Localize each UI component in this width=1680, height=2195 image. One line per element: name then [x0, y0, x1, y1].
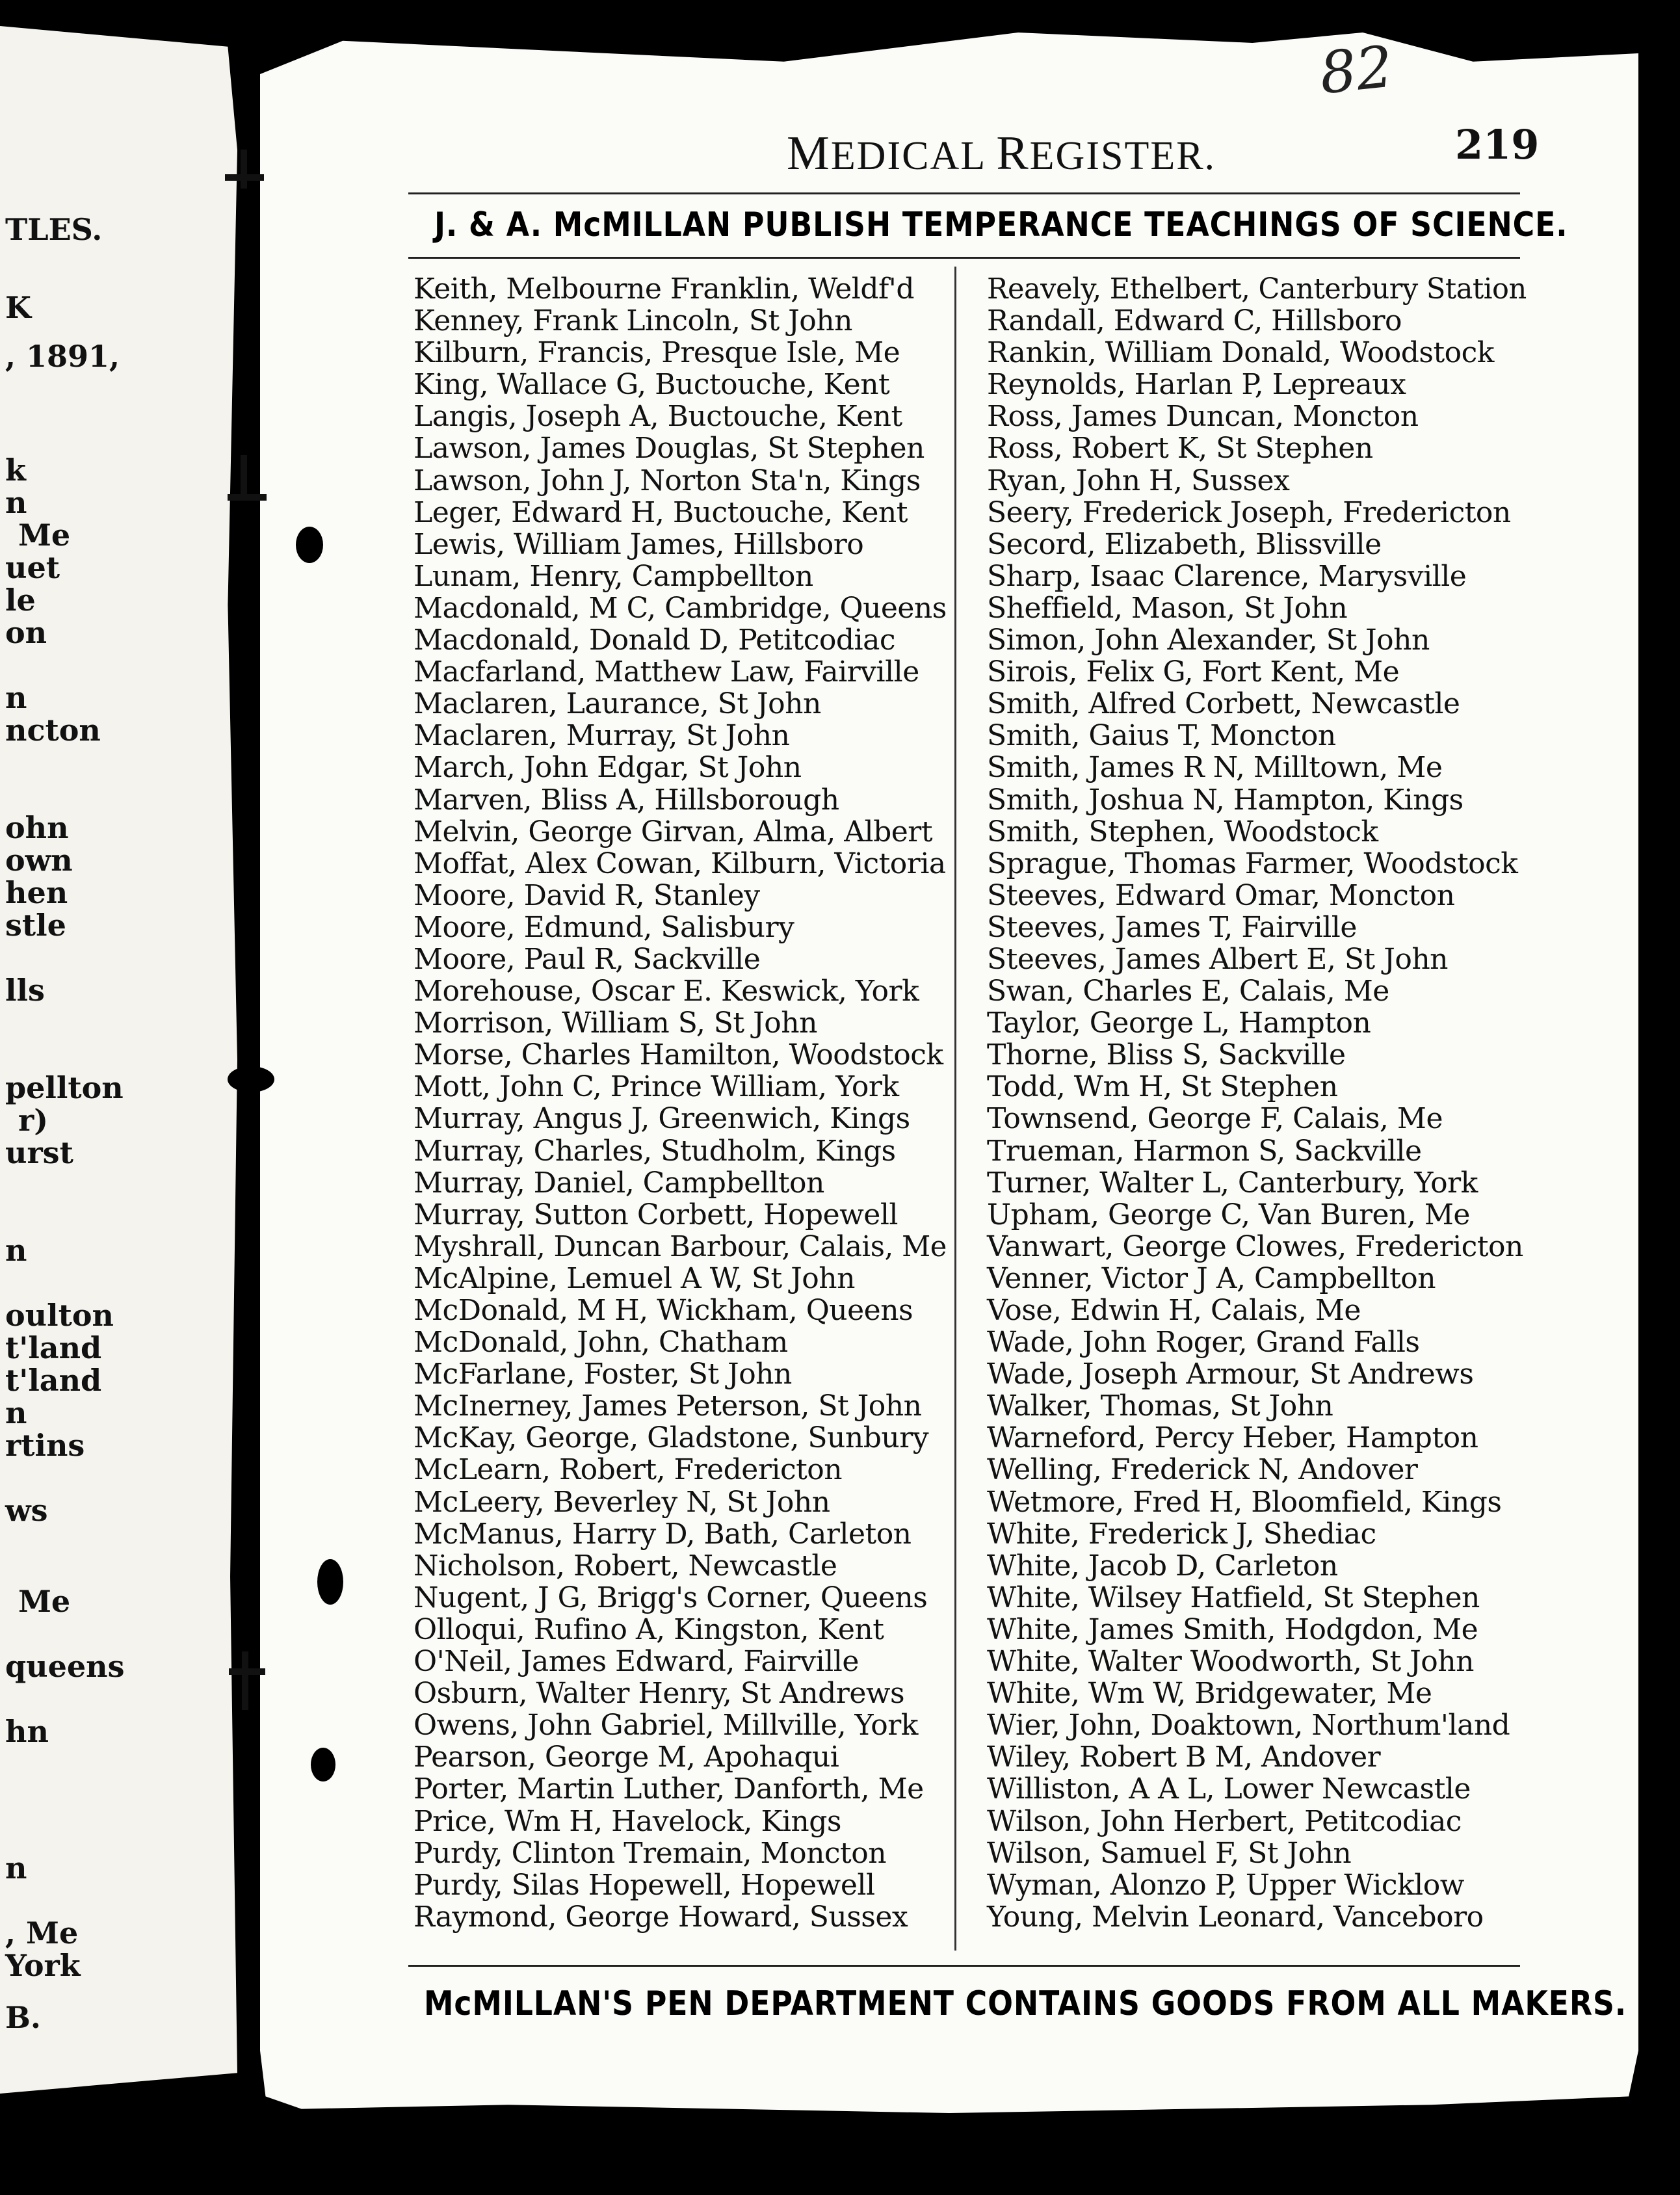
adjacent-page-fragment: t'land	[5, 1363, 102, 1398]
register-entry: Secord, Elizabeth, Blissville	[987, 527, 1382, 561]
register-entry: Nugent, J G, Brigg's Corner, Queens	[413, 1581, 928, 1614]
register-entry: Pearson, George M, Apohaqui	[413, 1741, 839, 1774]
register-entry: Macfarland, Matthew Law, Fairville	[413, 655, 919, 689]
register-entry: Wier, John, Doaktown, Northum'land	[987, 1709, 1510, 1742]
adjacent-page-fragment: le	[5, 583, 36, 618]
adjacent-page-fragment: n	[5, 1850, 27, 1886]
register-entry: White, Jacob D, Carleton	[987, 1549, 1338, 1583]
register-entry: Morse, Charles Hamilton, Woodstock	[413, 1038, 943, 1072]
register-entry: Macdonald, Donald D, Petitcodiac	[413, 624, 895, 657]
adjacent-page-fragment: own	[5, 843, 73, 878]
ink-blot	[296, 527, 323, 563]
register-entry: Macdonald, M C, Cambridge, Queens	[413, 591, 947, 625]
register-entry: Smith, James R N, Milltown, Me	[987, 751, 1443, 785]
register-entry: Townsend, George F, Calais, Me	[987, 1102, 1443, 1136]
register-entry: Seery, Frederick Joseph, Fredericton	[987, 495, 1511, 529]
register-entry: Taylor, George L, Hampton	[987, 1006, 1371, 1040]
adjacent-page-fragment: uet	[5, 550, 60, 585]
adjacent-page-fragment: ws	[5, 1493, 48, 1528]
register-entry: White, Wilsey Hatfield, St Stephen	[987, 1581, 1480, 1614]
adjacent-page-fragment: stle	[5, 908, 66, 943]
adjacent-page-fragment: Me	[18, 1584, 71, 1619]
register-entry: Smith, Joshua N, Hampton, Kings	[987, 783, 1463, 817]
register-entry: Sheffield, Mason, St John	[987, 591, 1348, 625]
register-entry: Reavely, Ethelbert, Canterbury Station	[987, 272, 1527, 306]
register-entry: McDonald, John, Chatham	[413, 1326, 788, 1360]
adjacent-page-fragment: B.	[5, 2000, 41, 2035]
register-entry: Kilburn, Francis, Presque Isle, Me	[413, 336, 900, 370]
register-entry: Leger, Edward H, Buctouche, Kent	[413, 495, 908, 529]
binding-clip	[242, 1651, 248, 1710]
register-entry: Upham, George C, Van Buren, Me	[987, 1198, 1470, 1231]
adjacent-page-fragment: n	[5, 1395, 27, 1430]
register-entry: Morehouse, Oscar E. Keswick, York	[413, 975, 919, 1008]
adjacent-page-fragment: hen	[5, 875, 68, 910]
binding-clip	[225, 174, 264, 181]
register-entry: Lunam, Henry, Campbellton	[413, 559, 813, 593]
register-entry: Vanwart, George Clowes, Fredericton	[987, 1229, 1523, 1263]
register-entry: McLearn, Robert, Fredericton	[413, 1453, 843, 1487]
register-entry: Smith, Alfred Corbett, Newcastle	[987, 687, 1460, 721]
adjacent-page-fragment: queens	[5, 1649, 125, 1684]
register-entry: Moore, Edmund, Salisbury	[413, 910, 794, 944]
corner-annotation: 82	[1316, 33, 1397, 107]
register-entry: Kenney, Frank Lincoln, St John	[413, 304, 852, 338]
register-entry: Wyman, Alonzo P, Upper Wicklow	[987, 1868, 1464, 1902]
register-entry: Maclaren, Murray, St John	[413, 719, 790, 753]
adjacent-page-fragment: ncton	[5, 713, 101, 748]
bottom-advert-banner: McMILLAN'S PEN DEPARTMENT CONTAINS GOODS FROM ALL MAKERS.	[424, 1984, 1627, 2023]
register-entry: March, John Edgar, St John	[413, 751, 802, 785]
adjacent-page-fragment: n	[5, 1233, 27, 1268]
register-entry: Ross, Robert K, St Stephen	[987, 432, 1373, 466]
register-entry: Raymond, George Howard, Sussex	[413, 1900, 908, 1934]
register-entry: Sprague, Thomas Farmer, Woodstock	[987, 847, 1518, 880]
register-entry: Steeves, James T, Fairville	[987, 910, 1357, 944]
register-entry: Smith, Gaius T, Moncton	[987, 719, 1336, 753]
register-entry: McFarlane, Foster, St John	[413, 1358, 792, 1391]
register-entry: Thorne, Bliss S, Sackville	[987, 1038, 1346, 1072]
adjacent-page-fragment: , Me	[5, 1915, 79, 1951]
register-entry: Langis, Joseph A, Buctouche, Kent	[413, 400, 902, 434]
adjacent-page-fragment: n	[5, 485, 27, 520]
register-entry: McKay, George, Gladstone, Sunbury	[413, 1421, 929, 1455]
adjacent-page-fragment: pellton	[5, 1070, 124, 1105]
binding-clip	[241, 150, 247, 189]
register-column-right	[987, 273, 1538, 1933]
register-entry: White, Frederick J, Shediac	[987, 1517, 1376, 1551]
adjacent-page-fragment: t'land	[5, 1330, 102, 1365]
page-number: 219	[1455, 121, 1540, 168]
register-entry: Young, Melvin Leonard, Vanceboro	[987, 1900, 1484, 1934]
register-entry: McDonald, M H, Wickham, Queens	[413, 1294, 913, 1327]
ink-blot	[317, 1559, 343, 1605]
top-advert-banner: J. & A. McMILLAN PUBLISH TEMPERANCE TEACHINGS OF SCIENCE.	[434, 205, 1568, 244]
adjacent-page-fragment: oulton	[5, 1298, 114, 1333]
adjacent-page-fragment: ohn	[5, 810, 69, 845]
register-entry: McLeery, Beverley N, St John	[413, 1485, 830, 1519]
register-entry: Osburn, Walter Henry, St Andrews	[413, 1677, 905, 1711]
register-entry: Purdy, Clinton Tremain, Moncton	[413, 1836, 887, 1870]
adjacent-page-fragment: K	[5, 290, 31, 325]
register-entry: Olloqui, Rufino A, Kingston, Kent	[413, 1612, 884, 1646]
register-entry: Williston, A A L, Lower Newcastle	[987, 1772, 1471, 1806]
register-entry: Trueman, Harmon S, Sackville	[987, 1134, 1422, 1168]
register-entry: Lawson, John J, Norton Sta'n, Kings	[413, 464, 921, 497]
register-entry: Melvin, George Girvan, Alma, Albert	[413, 815, 933, 848]
register-entry: Reynolds, Harlan P, Lepreaux	[987, 368, 1406, 402]
register-entry: Randall, Edward C, Hillsboro	[987, 304, 1402, 338]
register-entry: Rankin, William Donald, Woodstock	[987, 336, 1494, 370]
register-entry: Sharp, Isaac Clarence, Marysville	[987, 559, 1467, 593]
register-entry: Welling, Frederick N, Andover	[987, 1453, 1418, 1487]
register-entry: Wetmore, Fred H, Bloomfield, Kings	[987, 1485, 1502, 1519]
register-entry: Porter, Martin Luther, Danforth, Me	[413, 1772, 924, 1806]
register-entry: Moore, David R, Stanley	[413, 878, 760, 912]
register-entry: Warneford, Percy Heber, Hampton	[987, 1421, 1478, 1455]
register-entry: Moore, Paul R, Sackville	[413, 942, 761, 976]
register-entry: McInerney, James Peterson, St John	[413, 1389, 922, 1423]
binding-clip	[229, 1668, 265, 1675]
adjacent-page-fragment: k	[5, 453, 26, 488]
register-entry: Owens, John Gabriel, Millville, York	[413, 1709, 918, 1742]
register-entry: White, Walter Woodworth, St John	[987, 1645, 1474, 1679]
adjacent-page-fragment: r)	[18, 1103, 48, 1138]
register-entry: Ryan, John H, Sussex	[987, 464, 1290, 497]
register-entry: Wade, John Roger, Grand Falls	[987, 1326, 1420, 1360]
register-entry: King, Wallace G, Buctouche, Kent	[413, 368, 890, 402]
register-entry: Simon, John Alexander, St John	[987, 624, 1430, 657]
register-entry: Moffat, Alex Cowan, Kilburn, Victoria	[413, 847, 946, 880]
adjacent-page-fragment: , 1891,	[5, 339, 120, 374]
adjacent-page-fragment: n	[5, 680, 27, 715]
adjacent-page-fragment: Me	[18, 518, 71, 553]
adjacent-page-fragment: rtins	[5, 1428, 85, 1463]
register-entry: Steeves, Edward Omar, Moncton	[987, 878, 1455, 912]
register-entry: White, James Smith, Hodgdon, Me	[987, 1612, 1478, 1646]
register-entry: Myshrall, Duncan Barbour, Calais, Me	[413, 1229, 947, 1263]
banner-rule-top	[408, 257, 1520, 259]
footer-rule	[408, 1965, 1520, 1967]
adjacent-page-fragment: on	[5, 615, 47, 650]
register-entry: Todd, Wm H, St Stephen	[987, 1070, 1338, 1104]
register-entry: Ross, James Duncan, Moncton	[987, 400, 1419, 434]
register-entry: Turner, Walter L, Canterbury, York	[987, 1166, 1478, 1200]
register-entry: Wilson, John Herbert, Petitcodiac	[987, 1804, 1462, 1838]
register-column-left	[413, 273, 956, 1933]
register-entry: Smith, Stephen, Woodstock	[987, 815, 1378, 848]
register-entry: Marven, Bliss A, Hillsborough	[413, 783, 839, 817]
header-rule	[408, 192, 1520, 194]
adjacent-page-fragment: TLES.	[5, 212, 103, 247]
register-entry: Murray, Sutton Corbett, Hopewell	[413, 1198, 898, 1231]
register-entry: Nicholson, Robert, Newcastle	[413, 1549, 837, 1583]
register-entry: Swan, Charles E, Calais, Me	[987, 975, 1389, 1008]
register-entry: McAlpine, Lemuel A W, St John	[413, 1261, 855, 1295]
register-entry: Maclaren, Laurance, St John	[413, 687, 821, 721]
register-entry: Murray, Charles, Studholm, Kings	[413, 1134, 896, 1168]
register-entry: Murray, Daniel, Campbellton	[413, 1166, 824, 1200]
ink-blot	[228, 1066, 274, 1092]
register-entry: Wiley, Robert B M, Andover	[987, 1741, 1381, 1774]
register-entry: Lewis, William James, Hillsboro	[413, 527, 864, 561]
register-entry: Vose, Edwin H, Calais, Me	[987, 1294, 1361, 1327]
register-entry: Sirois, Felix G, Fort Kent, Me	[987, 655, 1400, 689]
register-entry: Purdy, Silas Hopewell, Hopewell	[413, 1868, 875, 1902]
register-entry: Keith, Melbourne Franklin, Weldf'd	[413, 272, 915, 306]
register-entry: Morrison, William S, St John	[413, 1006, 817, 1040]
register-entry: Walker, Thomas, St John	[987, 1389, 1333, 1423]
adjacent-page-fragment: York	[5, 1948, 81, 1983]
binding-clip	[228, 494, 267, 501]
adjacent-page-fragment: lls	[5, 973, 45, 1008]
register-entry: Wade, Joseph Armour, St Andrews	[987, 1358, 1474, 1391]
register-entry: Price, Wm H, Havelock, Kings	[413, 1804, 842, 1838]
adjacent-page-fragment: urst	[5, 1135, 73, 1170]
running-title: MEDICAL REGISTER.	[787, 127, 1216, 180]
adjacent-page-strip	[0, 26, 237, 2094]
register-entry: Murray, Angus J, Greenwich, Kings	[413, 1102, 910, 1136]
register-entry: Steeves, James Albert E, St John	[987, 942, 1449, 976]
register-entry: White, Wm W, Bridgewater, Me	[987, 1677, 1432, 1711]
adjacent-page-fragment: hn	[5, 1714, 49, 1749]
register-entry: McManus, Harry D, Bath, Carleton	[413, 1517, 912, 1551]
register-entry: Mott, John C, Prince William, York	[413, 1070, 899, 1104]
register-entry: Venner, Victor J A, Campbellton	[987, 1261, 1436, 1295]
register-entry: O'Neil, James Edward, Fairville	[413, 1645, 859, 1679]
ink-blot	[311, 1748, 335, 1781]
register-entry: Lawson, James Douglas, St Stephen	[413, 432, 925, 466]
register-entry: Wilson, Samuel F, St John	[987, 1836, 1352, 1870]
